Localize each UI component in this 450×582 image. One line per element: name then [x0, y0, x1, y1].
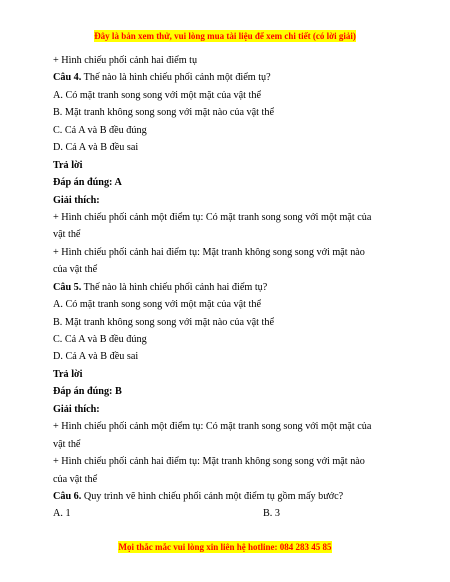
option-b: B. Mặt tranh không song song với mặt nào của vật thể [53, 107, 274, 119]
document-body [53, 52, 403, 523]
question-label: Câu 6. [53, 490, 82, 502]
explanation-line: của vật thể [53, 473, 98, 485]
hotline-text: Mọi thắc mắc vui lòng xin liên hệ hotline: 084 283 45 85 [118, 542, 332, 552]
options-row [53, 505, 403, 522]
option-a: A. 1 [53, 508, 71, 520]
explanation-line: + Hình chiếu phối cảnh một điểm tụ: Có mặt tranh song song với một mặt của [53, 211, 372, 223]
explanation-heading: Giải thích: [53, 194, 100, 206]
explanation-line: + Hình chiếu phối cảnh hai điểm tụ: Mặt tranh không song song với mặt nào [53, 456, 365, 468]
explanation-heading: Giải thích: [53, 403, 100, 415]
explanation-line: + Hình chiếu phối cảnh một điểm tụ: Có mặt tranh song song với một mặt của [53, 421, 372, 433]
option-c: C. Cả A và B đều đúng [53, 124, 147, 136]
explanation-line: vật thể [53, 229, 81, 241]
option-c: C. Cả A và B đều đúng [53, 334, 147, 345]
preview-notice-banner [0, 26, 450, 44]
correct-answer: Đáp án đúng: B [53, 386, 122, 398]
preview-notice-text: Đây là bản xem thử, vui lòng mua tài liệu để xem chi tiết (có lời giải) [94, 31, 356, 41]
question-label: Câu 5. [53, 281, 82, 293]
question-4 [53, 69, 403, 86]
question-text: Thế nào là hình chiếu phối cảnh hai điểm tụ? [81, 281, 268, 293]
question-label: Câu 4. [53, 72, 82, 84]
answer-heading: Trả lời [53, 159, 83, 171]
explanation-line: của vật thể [53, 264, 98, 276]
option-d: D. Cả A và B đều sai [53, 351, 139, 363]
question-5 [53, 279, 403, 296]
answer-heading: Trả lời [53, 368, 83, 380]
option-d: D. Cả A và B đều sai [53, 142, 139, 154]
question-6 [53, 488, 403, 505]
explanation-line: + Hình chiếu phối cảnh hai điểm tụ: Mặt tranh không song song với mặt nào [53, 246, 365, 258]
option-a: A. Có mặt tranh song song với một mặt của vật thể [53, 89, 261, 101]
option-b: B. Mặt tranh không song song với mặt nào của vật thể [53, 316, 274, 328]
hotline-banner [0, 537, 450, 555]
question-text: Thế nào là hình chiếu phối cảnh một điểm tụ? [81, 72, 271, 84]
text-line: + Hình chiếu phối cảnh hai điểm tụ [53, 55, 198, 66]
option-a: A. Có mặt tranh song song với một mặt của vật thể [53, 299, 261, 311]
correct-answer: Đáp án đúng: A [53, 177, 122, 189]
option-b: B. 3 [263, 508, 280, 520]
explanation-line: vật thể [53, 438, 81, 450]
question-text: Quy trình vẽ hình chiếu phối cảnh một điểm tụ gồm mấy bước? [81, 490, 344, 502]
